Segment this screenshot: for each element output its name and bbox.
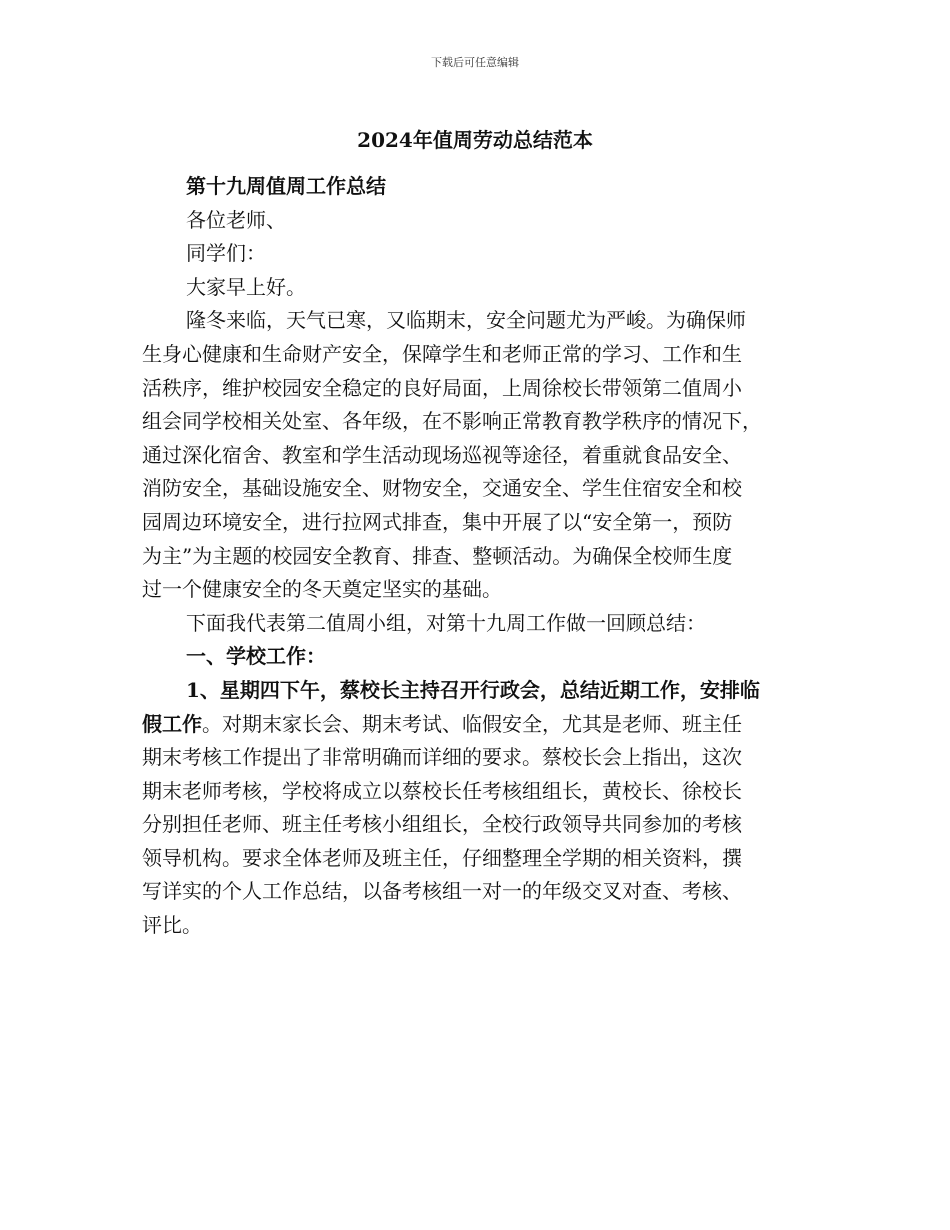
paragraph-line: 领导机构。要求全体老师及班主任，仔细整理全学期的相关资料，撰 (142, 845, 742, 870)
paragraph-line: 通过深化宿舍、教室和学生活动现场巡视等途径，着重就食品安全、 (142, 442, 742, 467)
paragraph-line: 活秩序，维护校园安全稳定的良好局面，上周徐校长带领第二值周小 (142, 375, 742, 400)
item-1-bold-part: 假工作 (142, 711, 202, 736)
document-body (142, 170, 824, 943)
paragraph-line: 为主”为主题的校园安全教育、排查、整顿活动。为确保全校师生度 (142, 543, 733, 568)
paragraph-line: 园周边环境安全，进行拉网式排查，集中开展了以“安全第一，预防 (142, 509, 733, 534)
paragraph-line: 隆冬来临，天气已寒，又临期末，安全问题尤为严峻。为确保师 (186, 308, 746, 333)
section-heading: 第十九周值周工作总结 (186, 174, 386, 198)
item-1-mixed-line (142, 708, 824, 742)
item-1 (142, 674, 824, 943)
paragraph-line: 期末考核工作提出了非常明确而详细的要求。蔡校长会上指出，这次 (142, 745, 742, 770)
paragraph-line: 分别担任老师、班主任考核小组组长，全校行政领导共同参加的考核 (142, 812, 742, 837)
header-note: 下载后可任意编辑 (431, 56, 519, 69)
greeting-line: 同学们： (186, 241, 266, 266)
greeting-line: 大家早上好。 (186, 274, 306, 299)
paragraph-line: 评比。 (142, 913, 202, 938)
greeting-line: 各位老师、 (186, 207, 286, 232)
paragraph-line: 生身心健康和生命财产安全，保障学生和老师正常的学习、工作和生 (142, 341, 742, 366)
paragraph-line: 组会同学校相关处室、各年级，在不影响正常教育教学秩序的情况下， (142, 409, 762, 434)
paragraph-2: 下面我代表第二值周小组，对第十九周工作做一回顾总结： (186, 610, 706, 635)
item-1-bold-line: 1、星期四下午，蔡校长主持召开行政会，总结近期工作，安排临 (186, 677, 760, 702)
document-title: 2024年值周劳动总结范本 (357, 128, 593, 152)
subheading-school-work: 一、学校工作： (186, 644, 326, 669)
item-1-rest: 。对期末家长会、期末考试、临假安全，尤其是老师、班主任 (202, 711, 742, 736)
paragraph-line: 过一个健康安全的冬天奠定坚实的基础。 (142, 577, 502, 602)
paragraph-line: 写详实的个人工作总结，以备考核组一对一的年级交叉对查、考核、 (142, 879, 742, 904)
paragraph-1 (142, 304, 824, 606)
paragraph-line: 消防安全，基础设施安全、财物安全，交通安全、学生住宿安全和校 (142, 476, 742, 501)
paragraph-line: 期末老师考核，学校将成立以蔡校长任考核组组长，黄校长、徐校长 (142, 778, 742, 803)
